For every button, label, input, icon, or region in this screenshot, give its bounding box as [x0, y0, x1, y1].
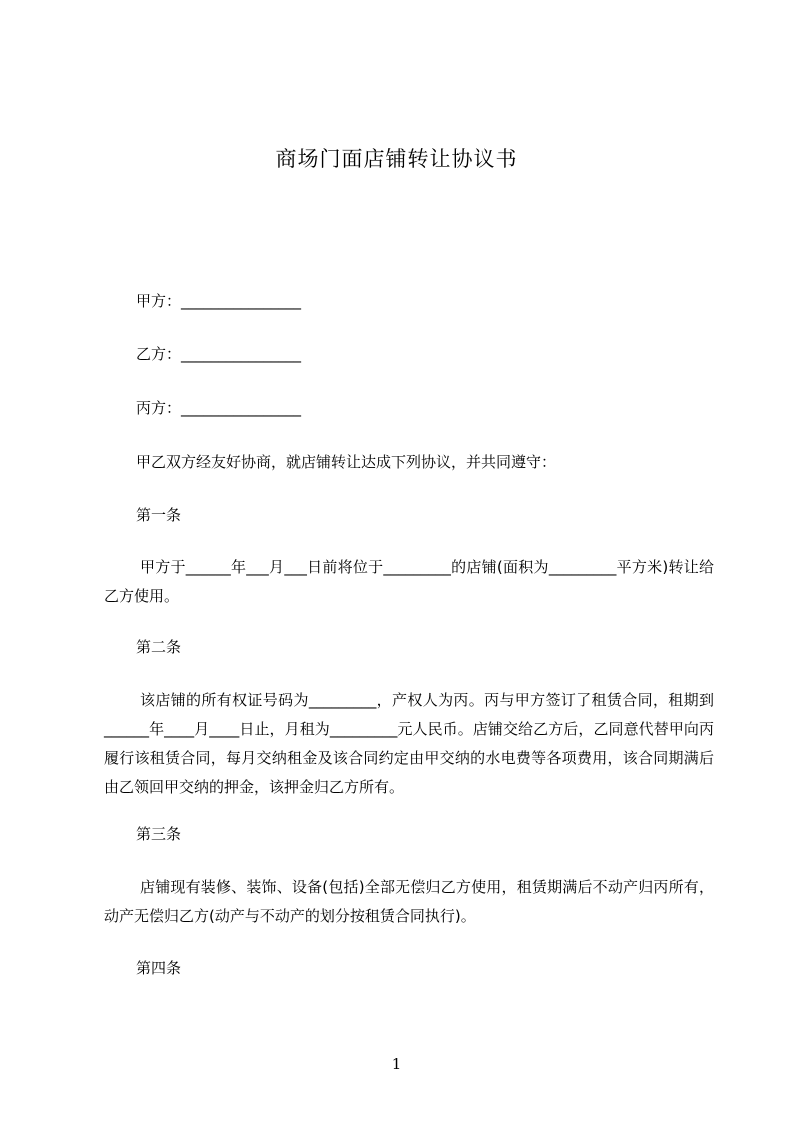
article-2-heading: 第二条	[136, 638, 182, 656]
party-a-line: 甲方：________________	[136, 292, 302, 310]
party-c-line: 丙方：________________	[136, 399, 302, 417]
article-3-text: 店铺现有装修、装饰、设备(包括)全部无偿归乙方使用，租赁期满后不动产归丙所有，动产无偿归乙方(动产与不动产的划分按租赁合同执行)。	[104, 878, 714, 925]
article-4-heading: 第四条	[136, 959, 182, 977]
article-1-text: 甲方于______年___月___日前将位于_________的店铺(面积为_________平方米)转让给乙方使用。	[104, 558, 714, 605]
article-2-text: 该店铺的所有权证号码为_________，产权人为丙。丙与甲方签订了租赁合同，租期到______年____月____日止，月租为_________元人民币。店铺交给乙方后，乙同意代替甲向丙履行该租赁合同，每月交纳租金及该合同约定由甲交纳的水电费等各项费用，该合同期满后由乙领回甲交纳的押金，该押金归乙方所有。	[104, 691, 714, 796]
party-b-line: 乙方：________________	[136, 345, 302, 363]
article-3-heading: 第三条	[136, 825, 182, 843]
page-number: 1	[391, 1055, 402, 1073]
document-title: 商场门面店铺转让协议书	[275, 147, 518, 171]
article-1-heading: 第一条	[136, 506, 182, 524]
intro-text: 甲乙双方经友好协商，就店铺转让达成下列协议，并共同遵守：	[136, 453, 557, 471]
